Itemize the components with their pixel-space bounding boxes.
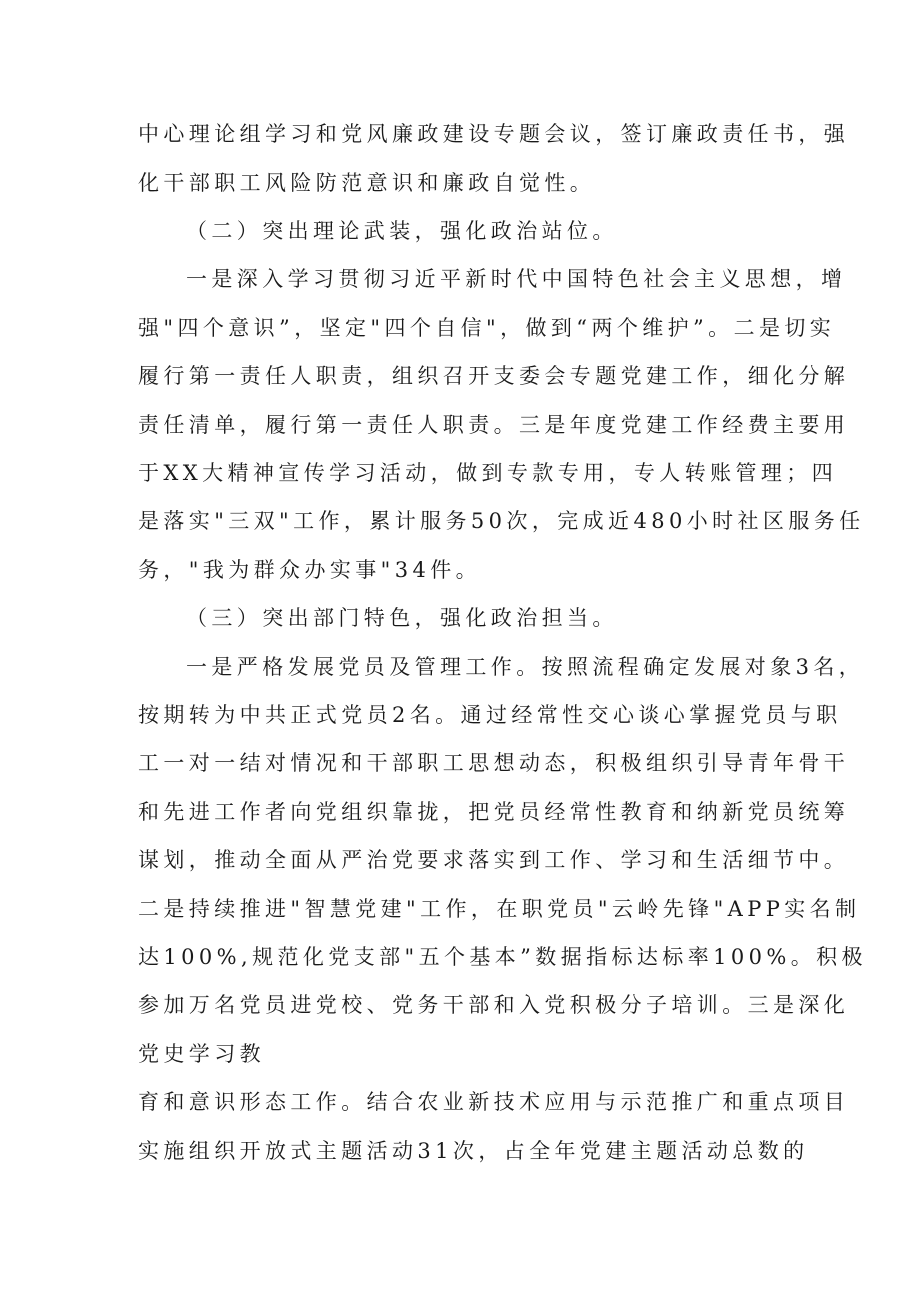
section-heading: （二）突出理论武装，强化政治站位。 bbox=[186, 219, 618, 243]
paragraph-line: 育和意识形态工作。结合农业新技术应用与示范推广和重点项目 bbox=[138, 1090, 850, 1114]
paragraph-line: 实施组织开放式主题活动31次，占全年党建主题活动总数的 bbox=[138, 1139, 809, 1163]
paragraph-line: 按期转为中共正式党员2名。通过经常性交心谈心掌握党员与职 bbox=[138, 703, 842, 727]
paragraph-line: 一是深入学习贯彻习近平新时代中国特色社会主义思想，增 bbox=[186, 267, 847, 291]
paragraph-line: 和先进工作者向党组织靠拢，把党员经常性教育和纳新党员统筹 bbox=[138, 800, 850, 824]
paragraph-line: 化干部职工风险防范意识和廉政自觉性。 bbox=[138, 171, 596, 195]
paragraph-line: 于XX大精神宣传学习活动，做到专款专用，专人转账管理；四 bbox=[138, 461, 838, 485]
paragraph-line: 党史学习教 bbox=[138, 1042, 265, 1066]
paragraph-line: 二是持续推进"智慧党建"工作，在职党员"云岭先锋"APP实名制 bbox=[138, 897, 861, 921]
paragraph-line: 中心理论组学习和党风廉政建设专题会议，签订廉政责任书，强 bbox=[138, 122, 850, 146]
section-heading: （三）突出部门特色，强化政治担当。 bbox=[186, 606, 618, 630]
paragraph-line: 参加万名党员进党校、党务干部和入党积极分子培训。三是深化 bbox=[138, 993, 850, 1017]
paragraph-line: 务，"我为群众办实事"34件。 bbox=[138, 558, 482, 582]
paragraph-line: 强"四个意识”，坚定"四个自信"，做到“两个维护”。二是切实 bbox=[138, 316, 836, 340]
paragraph-line: 达100%,规范化党支部"五个基本”数据指标达标率100%。积极 bbox=[138, 945, 867, 969]
paragraph-line: 是落实"三双"工作，累计服务50次，完成近480小时社区服务任 bbox=[138, 509, 865, 533]
paragraph-line: 责任清单，履行第一责任人职责。三是年度党建工作经费主要用 bbox=[138, 413, 850, 437]
paragraph-line: 谋划，推动全面从严治党要求落实到工作、学习和生活细节中。 bbox=[138, 848, 850, 872]
paragraph-line: 履行第一责任人职责，组织召开支委会专题党建工作，细化分解 bbox=[138, 364, 850, 388]
paragraph-line: 工一对一结对情况和干部职工思想动态，积极组织引导青年骨干 bbox=[138, 751, 850, 775]
paragraph-line: 一是严格发展党员及管理工作。按照流程确定发展对象3名， bbox=[186, 655, 865, 679]
